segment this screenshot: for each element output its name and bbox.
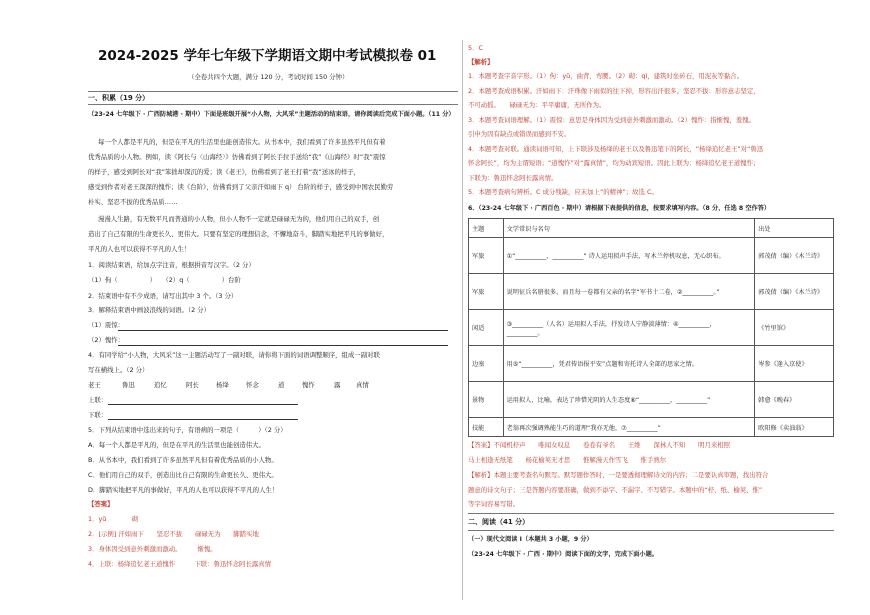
table-row <box>469 238 834 274</box>
table-header-row <box>469 219 834 238</box>
table-row <box>469 274 834 310</box>
poem-table <box>468 218 834 437</box>
word-bank-item: 鲁迅 <box>122 381 135 389</box>
analysis-line: 3．本题考查词语理解。（1）震惊：意思是身体因为受到意外刺激而激动。（2）愧怍：指惭愧，羞愧。 <box>468 116 755 124</box>
table-cell: 欧阳修《卖油翁》 <box>755 418 834 437</box>
answer-line-text: 2．[示例] 汗如雨下 坚忍不拔 碌碌无为 脚踏实地 <box>88 530 259 538</box>
section-heading-2: 二、阅读（41 分） <box>468 518 530 526</box>
word-bank-item: 愧怍 <box>302 381 315 389</box>
passage-line: 的样子，感受到阿长对“我”笨拙却深沉的爱；读《老王》，仿佛看到了老王打着“我”送冰的样子， <box>88 168 361 176</box>
analysis-line: 1．本题考查字音字形。（1）佝：yǔ，曲背，弯腰。（2）砌：qì，建筑时垒砖石，用泥灰等黏合。 <box>468 72 744 80</box>
answer-heading: 【答案】 <box>88 500 114 508</box>
table-cell: 郭茂倩（编）《木兰诗》 <box>755 238 834 274</box>
table-header: 出处 <box>755 219 834 238</box>
table-header: 主题 <box>469 219 504 238</box>
answer-line <box>118 330 448 331</box>
table-cell: 闲适 <box>469 310 504 346</box>
option-d: D．脚踏实地把平凡的事做好，平凡的人也可以获得不平凡的人生！ <box>88 486 279 494</box>
analysis-6-line: 【解析】本题主要考查名句默写。默写题作答时，一是要透彻理解诗文的内容；二是要认真审题，找出符合 <box>468 471 769 479</box>
passage-line: 朴实、坚忍不拔的优秀品质…… <box>88 198 178 206</box>
question-source: （23-24 七年级下 · 广西 · 期中）阅读下面的文字，完成下面小题。 <box>468 551 658 558</box>
analysis-line: 5．本题考查病句辨析。C 成分残缺，应末加上“的精神”；故选 C。 <box>468 188 658 196</box>
answer-line <box>108 419 298 420</box>
analysis-6-line: 题意的诗文句子；三是答题内容要准确，做到不添字、不漏字、不写错字。本题中的“杼、纸、榆荚、惟” <box>468 486 763 494</box>
question-1-3-a: （1）震惊： <box>88 321 125 329</box>
section-rule <box>468 513 834 514</box>
analysis-line: 不可动摇。 碌碌无为：平平庸庸，无所作为。 <box>468 101 606 109</box>
question-1-1-blanks: （1）佝（ ） （2）q（ ）台阶 <box>88 276 241 284</box>
page-title: 2024-2025 学年七年级下学期语文期中考试模拟卷 01 <box>98 48 437 64</box>
section-rule <box>88 104 458 105</box>
couplet-upper-label: 上联： <box>88 396 108 404</box>
table-cell: 《竹里馆》 <box>755 310 834 346</box>
word-bank-item: 老王 <box>88 381 101 389</box>
table-row <box>469 310 834 346</box>
word-bank-item: 追忆 <box>154 381 167 389</box>
table-cell: 军旅 <box>469 238 504 274</box>
answer-5: 5．C <box>468 44 483 52</box>
question-1-5: 5．下列从结束语中选出来的句子，有语病的一项是（ ）（2 分） <box>88 426 287 434</box>
question-1-1: 1．阅读结束语，给加点字注音，根据拼音写汉字。（2 分） <box>88 261 255 269</box>
subsection-heading: （一）现代文阅读 I（本题共 3 小题，9 分） <box>468 536 593 543</box>
section-rule <box>88 91 458 92</box>
question-source: （23-24 七年级下 · 广西防城港 · 期中）下面是班级开展“小人物，大风采”主题活动的结束语，请你阅读后完成下面小题。（11 分） <box>88 111 455 118</box>
table-row <box>469 418 834 437</box>
analysis-line: 2．本题考查成语积累。汗如雨下：汗珠像下雨似的往下掉，形容出汗很多。坚忍不拔：形容意志坚定， <box>468 87 760 95</box>
table-cell: ①“__________，__________” 诗人运用拟声手法，写木兰停机叹息，无心织布。 <box>503 238 755 274</box>
section-heading-1: 一、积累（19 分） <box>88 94 150 102</box>
analysis-line: 4．本题考查对联。通读词语可知，上下联涉及杨绛的老王以及鲁迅笔下的阿长，“杨绛追忆老王”对“鲁迅 <box>468 145 764 153</box>
table-cell: 军旅 <box>469 274 504 310</box>
passage-line: 感受到作者对老王深深的愧怍；读《台阶》，仿佛看到了父亲汗如雨下 q） 台阶的样子，感受到中国农民勤劳 <box>88 183 394 191</box>
question-1-3-b: （2）愧怍： <box>88 336 125 344</box>
word-bank-item: 露 <box>334 381 341 389</box>
table-cell: 运用拟人、比喻，表达了珍惜光阴的人生态度⑥“__________，__________” <box>503 382 755 418</box>
option-a: A．每一个人都是平凡的，但是在平凡的生活里也能创造伟大。 <box>88 441 265 449</box>
answer-6-line: 【答案】不闻机杼声 唯闻女叹息 卷卷有爷名 王维 深林人不知 明月来相照 <box>468 441 731 449</box>
word-bank-item: 杨绛 <box>216 381 229 389</box>
table-cell: 说明征兵名册很多，而且每一卷都有父亲的名字“军书十二卷，②__________。” <box>503 274 755 310</box>
table-header: 文学常识与名句 <box>503 219 755 238</box>
option-b: B．从书本中，我们看到了许多虽然平凡但有着优秀品质的小人物。 <box>88 456 278 464</box>
table-cell: 技能 <box>469 418 504 437</box>
answer-line-text: 1．yǔ 砌 <box>88 515 139 523</box>
table-row <box>469 382 834 418</box>
question-1-3: 3．解释结束语中画波浪线的词语。（2 分） <box>88 306 210 314</box>
answer-line <box>108 404 298 405</box>
table-row <box>469 346 834 382</box>
word-bank-item: 真情 <box>356 381 369 389</box>
table-cell: 边塞 <box>469 346 504 382</box>
table-cell: 郭茂倩（编）《木兰诗》 <box>755 274 834 310</box>
question-6: 6．（23-24 七年级下 · 广西百色 · 期中）请根据下表提供的信息，按要求填写内容。（8 分，任选 8 空作答） <box>468 205 771 212</box>
answer-6-line: 马上相逢无纸笔 杨花榆荚无才思 惟解漫天作雪飞 惟手熟尔 <box>468 456 667 464</box>
table-cell: 韩愈《晚春》 <box>755 382 834 418</box>
word-bank-item: 阿长 <box>186 381 199 389</box>
question-1-4: 4．有同学给“小人物，大风采”这一主题活动写了一副对联，请你将下面的词语调整顺序，组成一副对联 <box>88 351 380 359</box>
question-1-4-b: 写在横线上。（2 分） <box>88 366 149 374</box>
table-cell: 老翁再次强调熟能生巧的道理“我亦无他，⑦__________” <box>503 418 755 437</box>
exam-info: （全卷共四个大题，满分 120 分，考试时间 150 分钟） <box>188 73 349 81</box>
column-divider <box>462 40 463 600</box>
passage-line: 每一个人都是平凡的，但是在平凡的生活里也能创造伟大。从书本中，我们看到了许多虽然平凡但有着 <box>98 138 386 146</box>
analysis-line: 下联为：鲁迅怀念阿长露真情。 <box>468 174 558 182</box>
couplet-lower-label: 下联： <box>88 411 108 419</box>
question-1-2: 2．结束语中有不少成语，请写出其中 3 个。（3 分） <box>88 292 238 300</box>
answer-line-text: 4．上联：杨绛追忆老王道愧怍 下联：鲁迅怀念阿长露真情 <box>88 560 272 568</box>
table-cell: 用⑤“__________，凭君传语报平安”点题和寄托诗人全部的思家之情。 <box>503 346 755 382</box>
passage-line: 漫漫人生路，有无数平凡而普通的小人物，但小人物不一定就是碌碌无为的，他们用自己的双手，创 <box>98 215 380 223</box>
option-c: C．他们用自己的双手，创造出比自己有限的生命更长久、更伟大。 <box>88 471 278 479</box>
passage-line: 平凡的人也可以获得不平凡的人生！ <box>88 245 191 253</box>
answer-line <box>118 345 448 346</box>
analysis-heading: 【解析】 <box>468 58 494 66</box>
answer-line-text: 3．身体因受到意外刺激而激动。 惭愧。 <box>88 545 217 553</box>
analysis-line: 怀念阿长”，均为主谓短语；“道愧怍”对“露真情”，均为动宾短语。因此上联为：杨绛追忆老王道愧怍； <box>468 159 760 167</box>
word-bank-item: 怀念 <box>246 381 259 389</box>
word-bank-item: 道 <box>278 381 285 389</box>
table-cell: ③__________（人名）运用拟人手法，抒发诗人宁静淡薄情：④__________，__________。 <box>503 310 755 346</box>
table-cell: 景物 <box>469 382 504 418</box>
analysis-line: 引申为因有缺点或错误而感到不安。 <box>468 130 571 138</box>
passage-line: 造出了自己有限的生命更长久、更伟大。只要有坚定的理想信念，不懈地奋斗，脚踏实地把平凡的事做好， <box>88 230 389 238</box>
passage-line: 优秀品质的小人物。例如，读《阿长与〈山海经〉》仿佛看到了阿长手拉手送给“我”《山海经》时“我”震惊 <box>88 153 386 161</box>
section-rule <box>468 530 834 531</box>
table-cell: 岑参《逢入京使》 <box>755 346 834 382</box>
analysis-6-line: 等字词容易写错。 <box>468 500 520 508</box>
